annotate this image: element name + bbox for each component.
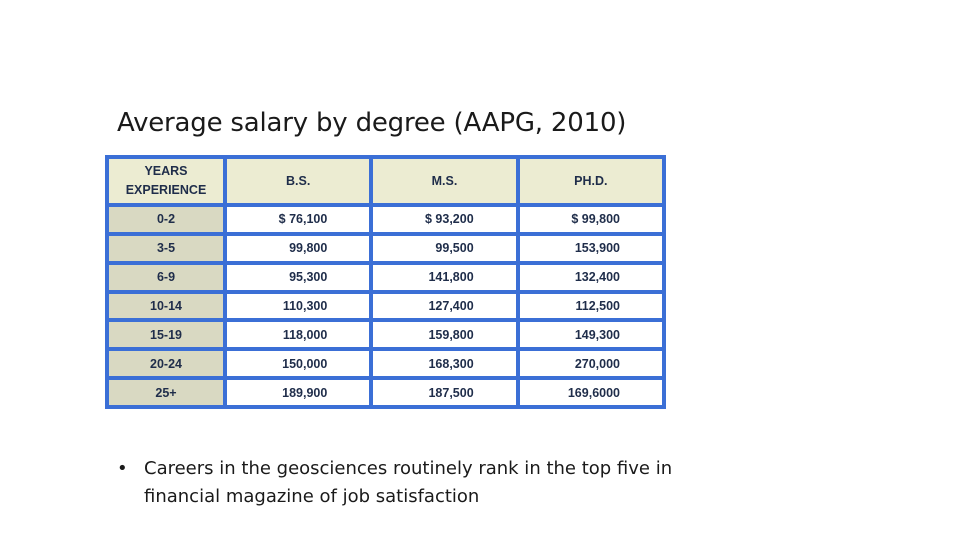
table-row <box>109 265 662 290</box>
salary-table-frame <box>105 155 666 409</box>
header-years-line1: YEARS <box>144 164 188 178</box>
table-header-row <box>109 159 662 203</box>
table-row <box>109 380 662 405</box>
table-row <box>109 236 662 261</box>
row-experience: 6-9 <box>109 265 223 290</box>
header-ms: M.S. <box>373 159 515 203</box>
header-bs: B.S. <box>227 159 369 203</box>
row-experience: 20-24 <box>109 351 223 376</box>
row-phd-salary: $ 99,800 <box>520 207 662 232</box>
header-years-experience <box>109 159 223 203</box>
row-ms-salary: 99,500 <box>373 236 515 261</box>
row-bs-salary: 118,000 <box>227 322 369 347</box>
row-bs-salary: $ 76,100 <box>227 207 369 232</box>
row-experience: 10-14 <box>109 294 223 319</box>
row-ms-salary: $ 93,200 <box>373 207 515 232</box>
bullet-point <box>117 455 717 511</box>
row-experience: 3-5 <box>109 236 223 261</box>
row-bs-salary: 110,300 <box>227 294 369 319</box>
row-phd-salary: 112,500 <box>520 294 662 319</box>
row-experience: 15-19 <box>109 322 223 347</box>
row-bs-salary: 99,800 <box>227 236 369 261</box>
header-years-line2: EXPERIENCE <box>125 183 207 197</box>
row-phd-salary: 149,300 <box>520 322 662 347</box>
table-row <box>109 322 662 347</box>
row-bs-salary: 189,900 <box>227 380 369 405</box>
bullet-icon: • <box>117 458 128 479</box>
header-phd: PH.D. <box>520 159 662 203</box>
row-bs-salary: 95,300 <box>227 265 369 290</box>
table-row <box>109 207 662 232</box>
row-ms-salary: 168,300 <box>373 351 515 376</box>
row-phd-salary: 132,400 <box>520 265 662 290</box>
row-experience: 25+ <box>109 380 223 405</box>
slide-title: Average salary by degree (AAPG, 2010) <box>117 108 627 138</box>
salary-table <box>105 155 666 409</box>
row-bs-salary: 150,000 <box>227 351 369 376</box>
row-ms-salary: 187,500 <box>373 380 515 405</box>
bullet-text: Careers in the geosciences routinely rank in the top five in financial magazine of job satisfaction <box>144 458 673 507</box>
row-ms-salary: 159,800 <box>373 322 515 347</box>
row-phd-salary: 270,000 <box>520 351 662 376</box>
table-row <box>109 294 662 319</box>
row-experience: 0-2 <box>109 207 223 232</box>
row-ms-salary: 127,400 <box>373 294 515 319</box>
row-phd-salary: 169,6000 <box>520 380 662 405</box>
table-row <box>109 351 662 376</box>
row-ms-salary: 141,800 <box>373 265 515 290</box>
row-phd-salary: 153,900 <box>520 236 662 261</box>
